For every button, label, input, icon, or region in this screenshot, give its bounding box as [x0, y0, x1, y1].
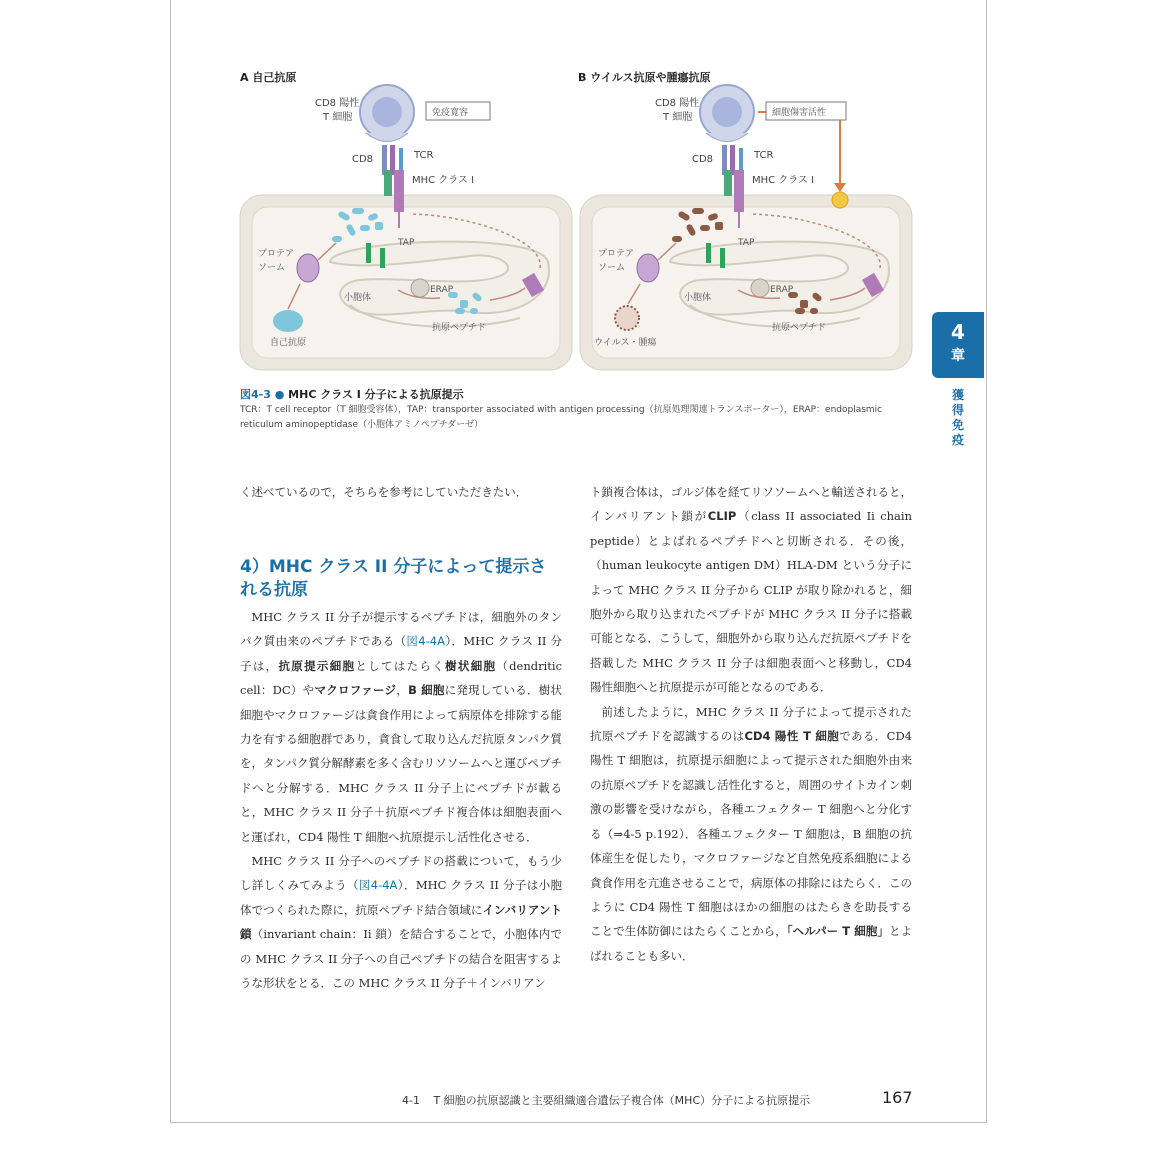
figure-title: MHC クラス I 分子による抗原提示	[288, 388, 464, 401]
figure-ref-4-4a[interactable]: 図4-4A	[406, 634, 445, 649]
left-column-intro	[240, 480, 562, 504]
b-cd8-t-cell-label-2: T 細胞	[663, 112, 693, 123]
b-proteasome-label-2: ソーム	[598, 263, 626, 273]
running-footer	[402, 1092, 810, 1108]
caption-bullet: ●	[274, 388, 285, 401]
figure-caption-text: TCR：T cell receptor（T 細胞受容体），TAP：transporter associated with antigen processing（抗原処理関連トランスポーター），ERAP：endoplasmic reticulum aminopeptidase（小胞体アミノペプチダーゼ）	[240, 405, 883, 430]
right-column-body	[590, 480, 912, 968]
b-source-label: ウイルス・腫瘍	[594, 338, 657, 348]
b-peptide-label: 抗原ペプチド	[772, 323, 827, 333]
figure-number: 図4-3	[240, 388, 271, 401]
b-proteasome-label-1: プロテア	[598, 249, 635, 259]
b-cd8-label: CD8	[692, 154, 714, 165]
panel-a-diagram	[240, 85, 572, 370]
b-tap-label: TAP	[738, 238, 755, 248]
right-paragraph-2: 前述したように，MHC クラス II 分子によって提示された抗原ペプチドを認識するのはCD4 陽性 T 細胞である．CD4 陽性 T 細胞は，抗原提示細胞によって提示された細胞外由来の抗原ペプチドを認識し活性化すると，周囲のサイトカイン刺激の影響を受けながら，各種エフェクター T 細胞へと分化する（⇒4-5 p.192）．各種エフェクター T 細胞は，B 細胞の抗体産生を促したり，マクロファージなど自然免疫系細胞による貪食作用を亢進させることで，病原体の排除にはたらく．このように CD4 陽性 T 細胞はほかの細胞のはたらきを助長することで生体防御にはたらくことから，「ヘルパー T 細胞」とよばれることも多い．	[590, 704, 913, 963]
chapter-tab[interactable]	[932, 312, 984, 378]
b-cd8-t-cell-label-1: CD8 陽性	[655, 98, 700, 109]
panel-b-title: B ウイルス抗原や腫瘍抗原	[578, 71, 711, 84]
a-tap-label: TAP	[398, 238, 415, 248]
footer-section-number: 4-1	[402, 1094, 420, 1107]
chapter-number: 4	[951, 320, 965, 344]
b-tcr-label: TCR	[754, 150, 774, 161]
b-er-label: 小胞体	[684, 293, 712, 303]
a-cd8-t-cell-label-1: CD8 陽性	[315, 98, 360, 109]
b-box-label: 細胞傷害活性	[772, 108, 827, 118]
b-erap-label: ERAP	[770, 285, 794, 295]
right-paragraph-1: ト鎖複合体は，ゴルジ体を経てリソソームへと輸送されると，インバリアント鎖がCLIP（class II associated Ii chain peptide）とよばれるペプチドへと切断される．その後，（human leukocyte antigen DM）HLA-DM という分子によって MHC クラス II 分子から CLIP が取り除かれると，細胞外から取り込まれたペプチドが MHC クラス II 分子に搭載可能となる．こうして，細胞外から取り込んだ抗原ペプチドを搭載した MHC クラス II 分子は細胞表面へと移動し，CD4 陽性細胞へと抗原提示が可能となるのである．	[590, 485, 912, 695]
left-column-body	[240, 605, 562, 996]
a-proteasome-label-2: ソーム	[258, 263, 286, 273]
figure-ref-4-4a-2[interactable]: 図4-4A	[358, 878, 398, 893]
intro-text: く述べているので，そちらを参考にしていただきたい．	[240, 485, 528, 499]
chapter-title-vertical: 獲得免疫	[951, 388, 964, 447]
a-mhc-label: MHC クラス I	[412, 175, 475, 186]
footer-section-title: T 細胞の抗原認識と主要組織適合遺伝子複合体（MHC）分子による抗原提示	[433, 1094, 811, 1107]
left-paragraph-2: MHC クラス II 分子へのペプチドの搭載について，もう少し詳しくみてみよう（図4-4A）．MHC クラス II 分子は小胞体でつくられた際に，抗原ペプチド結合領域にインバリアント鎖（invariant chain：Ii 鎖）を結合することで，小胞体内での MHC クラス II 分子への自己ペプチドの結合を阻害するような形状をとる．この MHC クラス II 分子＋インバリアン	[240, 854, 563, 991]
panel-b-diagram	[580, 85, 912, 370]
a-proteasome-label-1: プロテア	[258, 249, 295, 259]
left-paragraph-1: MHC クラス II 分子が提示するペプチドは，細胞外のタンパク質由来のペプチドである（図4-4A）．MHC クラス II 分子は，抗原提示細胞としてはたらく樹状細胞（dendritic cell：DC）やマクロファージ，B 細胞に発現している．樹状細胞やマクロファージは貪食作用によって病原体を排除する能力を有する細胞群であり，貪食して取り込んだ抗原タンパク質を，タンパク質分解酵素を多く含むリソソームへと運びペプチドへと分解する．MHC クラス II 分子上にペプチドが載ると，MHC クラス II 分子＋抗原ペプチド複合体は細胞表面へと運ばれ，CD4 陽性 T 細胞へ抗原提示し活性化させる．	[240, 610, 563, 844]
chapter-label: 章	[951, 348, 965, 364]
a-cd8-label: CD8	[352, 154, 374, 165]
a-er-label: 小胞体	[344, 293, 372, 303]
a-source-label: 自己抗原	[270, 338, 307, 348]
a-cd8-t-cell-label-2: T 細胞	[323, 112, 353, 123]
b-mhc-label: MHC クラス I	[752, 175, 815, 186]
figure-caption-title	[240, 386, 464, 402]
page-number: 167	[882, 1088, 913, 1107]
a-peptide-label: 抗原ペプチド	[432, 323, 487, 333]
panel-a-title: A 自己抗原	[240, 71, 297, 84]
a-tcr-label: TCR	[414, 150, 434, 161]
section-heading: 4）MHC クラス II 分子によって提示される抗原	[240, 557, 547, 600]
a-erap-label: ERAP	[430, 285, 454, 295]
a-box-label: 免疫寛容	[432, 108, 469, 118]
